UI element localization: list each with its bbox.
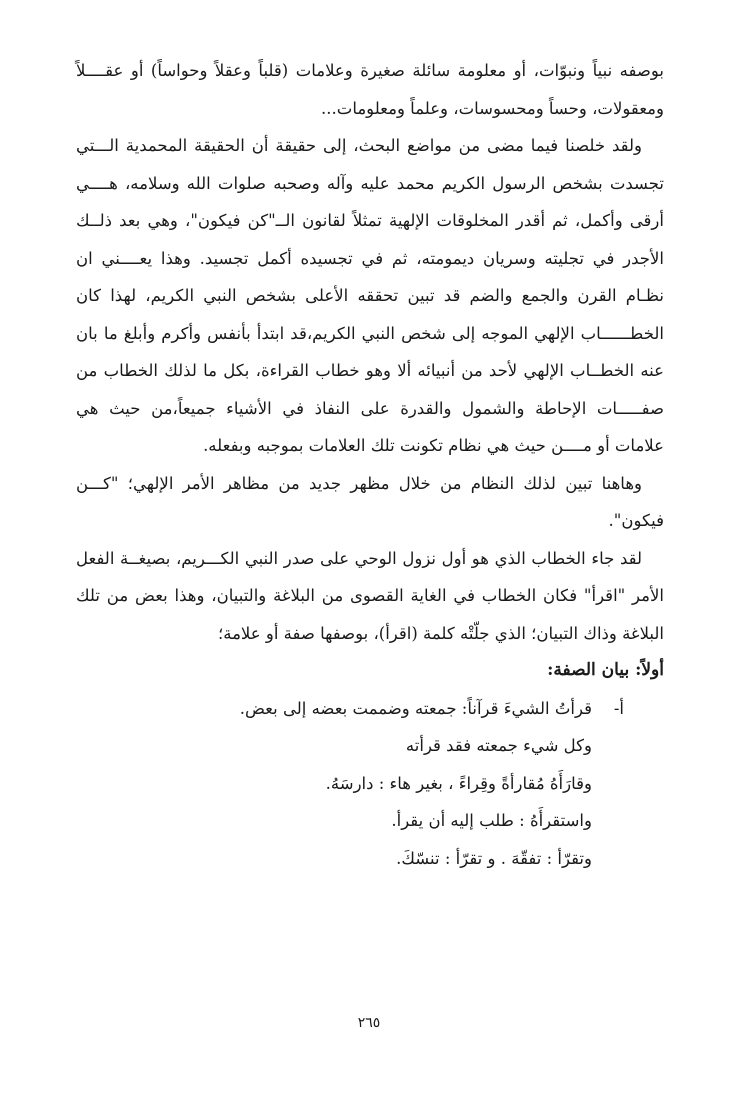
definition-item [76,840,664,878]
definition-list [76,690,664,878]
section-heading: أولاً: بيان الصفة: [547,660,664,680]
definition-item [76,802,664,840]
definition-item [76,690,664,728]
paragraph-muhammadan-reality: ولقد خلصنا فيما مضى من مواضع البحث، إلى حقيقة أن الحقيقة المحمدية الـــتي تجسدت بشخص الرسول الكريم محمد عليه وآله وصحبه صلوات الله وسلامه، هــــي أرقى وأكمل، ثم أقدر المخلوقات الإلهية تمثلاً لقانون الــ"كن فيكون"، وهي بعد ذلــك الأجدر في تجليته وسريان ديمومته، ثم في تجسيده أكمل تجسيد. وهذا يعــــني ان نظـام القرن والجمع والضم قد تبين تحققه الأعلى بشخص النبي الكريم، لهذا كان الخطــــــاب الإلهي الموجه إلى شخص النبي الكريم،قد ابتدأ بأنفس وأكرم وأبلغ ما بان عنه الخطــاب الإلهي لأحد من أنبيائه ألا وهو خطاب القراءة، بكل ما لذلك الخطاب من صفـــــات الإحاطة والشمول والقدرة على النفاذ في الأشياء جميعاً،من حيث هي علامات أو مــــن حيث هي نظام تكونت تلك العلامات بموجبه وبفعله. [76,136,664,455]
definition-text: وكل شيء جمعته فقد قرأته [405,736,592,755]
body-text [76,52,664,877]
page-number: ٢٦٥ [357,1015,381,1031]
definition-text: وقارَأَهُ مُقارأةً وقِراءً ، بغير هاء : دارسَهُ. [325,773,592,793]
definition-text: واستقرأَهُ : طلب إليه أن يقرأ. [391,811,592,830]
paragraph-kun-fayakun: وهاهنا تبين لذلك النظام من خلال مظهر جديد من مظاهر الأمر الإلهي؛ "كـــن فيكون". [76,473,664,530]
definition-marker: أ- [613,698,624,718]
paragraph-continuation: بوصفه نبياً ونبوّات، أو معلومة سائلة صغيرة وعلامات (قلباً وعقلاً وحواساً) أو عقــــلاً ومعقولات، وحساً ومحسوسات، وعلماً ومعلومات... [76,61,664,118]
definition-text: وتقرّأ : تفقّهَ . و تقرّأ : تنسّكَ. [396,848,592,868]
definition-item [76,765,664,803]
definition-item [76,727,664,765]
paragraph-iqra-address: لقد جاء الخطاب الذي هو أول نزول الوحي على صدر النبي الكـــريم، بصيغــة الفعل الأمر "اقرأ" فكان الخطاب في الغاية القصوى من البلاغة والتبيان، وهذا بعض من تلك البلاغة وذاك التبيان؛ الذي جلّتْه كلمة (اقرأ)، بوصفها صفة أو علامة؛ [76,548,664,643]
definition-text: قرأتُ الشيءَ قرآناً: جمعته وضممت بعضه إلى بعض. [239,698,592,718]
